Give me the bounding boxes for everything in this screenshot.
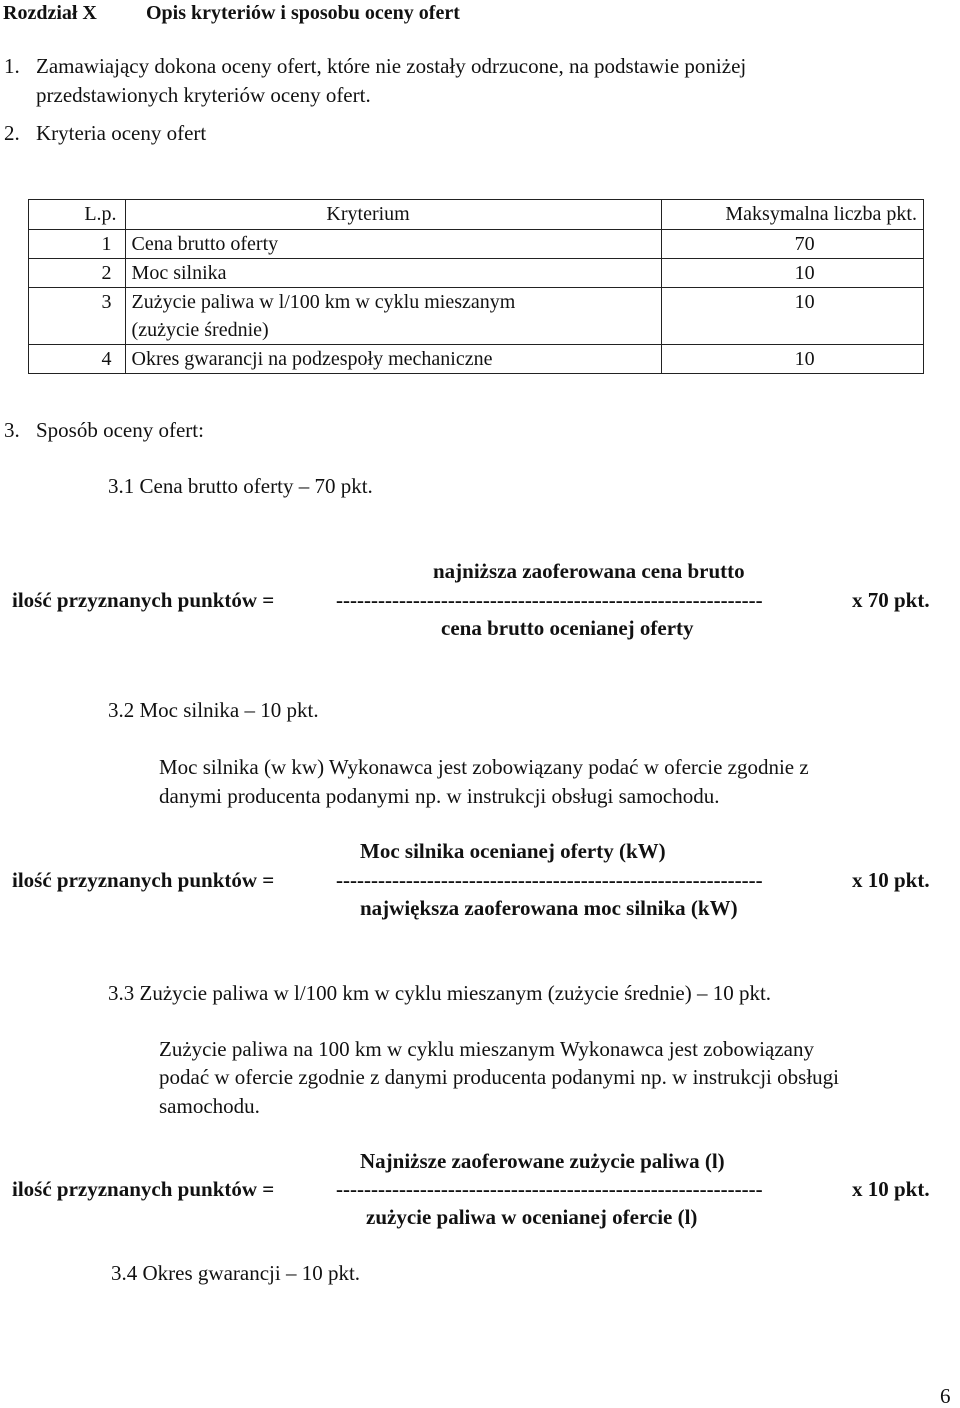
section-3-2-para-line1: Moc silnika (w kw) Wykonawca jest zobowiązany podać w ofercie zgodnie z — [159, 755, 809, 779]
table-header-row — [29, 200, 924, 230]
row-criterion: Moc silnika — [125, 259, 661, 288]
section-3-3-heading: 3.3 Zużycie paliwa w l/100 km w cyklu mieszanym (zużycie średnie) – 10 pkt. — [108, 981, 772, 1005]
row-lp: 3 — [29, 288, 126, 345]
point3-text: Sposób oceny ofert: — [36, 418, 204, 442]
section-3-4-heading: 3.4 Okres gwarancji – 10 pkt. — [111, 1261, 361, 1285]
formula-3-3-fraction-line: ------------------------------------------------------------- — [336, 1179, 763, 1200]
table-row — [29, 230, 924, 259]
header-lp: L.p. — [29, 200, 126, 230]
row-criterion-line2: (zużycie średnie) — [131, 319, 269, 341]
point1-line1: Zamawiający dokona oceny ofert, które nie zostały odrzucone, na podstawie poniżej — [36, 54, 747, 78]
row-lp: 2 — [29, 259, 126, 288]
formula-3-3-numerator: Najniższe zaoferowane zużycie paliwa (l) — [360, 1149, 725, 1173]
table-row — [29, 345, 924, 374]
row-max-points: 10 — [661, 259, 923, 288]
section-3-1-heading: 3.1 Cena brutto oferty – 70 pkt. — [108, 474, 373, 498]
point1-number: 1. — [4, 54, 20, 78]
formula-3-3-denominator: zużycie paliwa w ocenianej ofercie (l) — [366, 1205, 698, 1229]
formula-3-1-denominator: cena brutto ocenianej oferty — [441, 616, 694, 640]
chapter-number: Rozdział X — [3, 2, 97, 24]
header-max-points: Maksymalna liczba pkt. — [661, 200, 923, 230]
point1-line2: przedstawionych kryteriów oceny ofert. — [36, 83, 371, 107]
row-criterion: Okres gwarancji na podzespoły mechaniczne — [125, 345, 661, 374]
row-max-points: 70 — [661, 230, 923, 259]
section-3-2-heading: 3.2 Moc silnika – 10 pkt. — [108, 698, 319, 722]
row-criterion — [125, 288, 661, 345]
row-max-points: 10 — [661, 288, 923, 345]
header-criterion: Kryterium — [125, 200, 661, 230]
point3-number: 3. — [4, 418, 20, 442]
point2-text: Kryteria oceny ofert — [36, 121, 207, 145]
section-3-3-para-line2: podać w ofercie zgodnie z danymi producenta podanymi np. w instrukcji obsługi — [159, 1065, 839, 1089]
formula-3-2-denominator: największa zaoferowana moc silnika (kW) — [360, 896, 738, 920]
formula-3-1-lhs: ilość przyznanych punktów = — [12, 588, 275, 612]
formula-3-2-numerator: Moc silnika ocenianej oferty (kW) — [360, 839, 666, 863]
row-max-points: 10 — [661, 345, 923, 374]
row-criterion: Cena brutto oferty — [125, 230, 661, 259]
chapter-title: Opis kryteriów i sposobu oceny ofert — [146, 2, 460, 24]
row-lp: 4 — [29, 345, 126, 374]
formula-3-3-multiplier: x 10 pkt. — [852, 1177, 930, 1201]
row-criterion-line1: Zużycie paliwa w l/100 km w cyklu mieszanym — [131, 291, 516, 313]
formula-3-1-multiplier: x 70 pkt. — [852, 588, 930, 612]
criteria-table — [28, 199, 924, 374]
table-row — [29, 288, 924, 345]
table-row — [29, 259, 924, 288]
section-3-3-para-line1: Zużycie paliwa na 100 km w cyklu mieszanym Wykonawca jest zobowiązany — [159, 1037, 814, 1061]
formula-3-2-lhs: ilość przyznanych punktów = — [12, 868, 275, 892]
formula-3-2-multiplier: x 10 pkt. — [852, 868, 930, 892]
row-lp: 1 — [29, 230, 126, 259]
formula-3-1-fraction-line: ------------------------------------------------------------- — [336, 590, 763, 611]
point2-number: 2. — [4, 121, 20, 145]
section-3-2-para-line2: danymi producenta podanymi np. w instrukcji obsługi samochodu. — [159, 784, 720, 808]
section-3-3-para-line3: samochodu. — [159, 1094, 260, 1118]
page-number: 6 — [940, 1384, 951, 1408]
formula-3-2-fraction-line: ------------------------------------------------------------- — [336, 870, 763, 891]
formula-3-1-numerator: najniższa zaoferowana cena brutto — [433, 559, 745, 583]
formula-3-3-lhs: ilość przyznanych punktów = — [12, 1177, 275, 1201]
